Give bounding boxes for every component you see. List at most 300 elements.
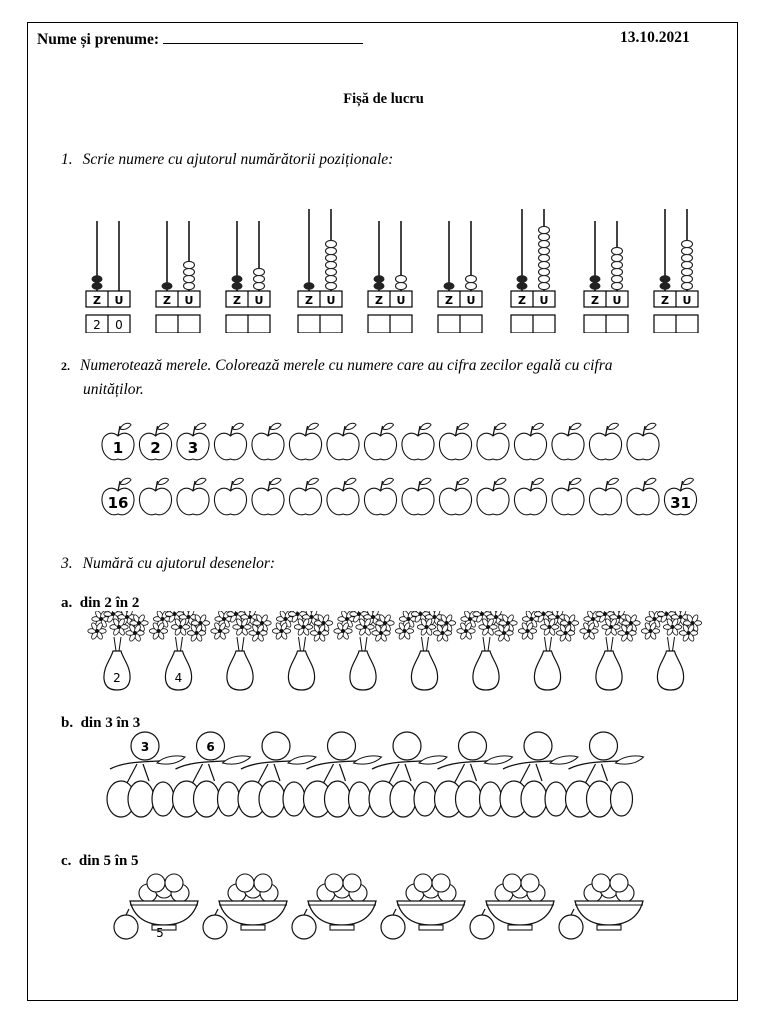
units-label: U [539,294,549,307]
tens-label: Z [93,294,101,307]
tens-bead [374,275,385,283]
task3a-label: a. [61,595,73,611]
units-label: U [682,294,692,307]
units-bead [396,282,407,289]
units-bead [682,275,693,282]
units-bead [326,268,337,275]
plum [194,781,220,817]
bowl-base [330,925,354,930]
units-bead [539,233,550,240]
task3-number: 3. [61,555,73,572]
apple [664,478,696,515]
apple-bowl [114,874,198,940]
units-bead [326,261,337,268]
vase-number: 4 [174,671,183,685]
flower-center [403,629,407,633]
abacus [156,221,200,333]
stem [611,637,613,651]
side-apple [203,915,227,939]
units-bead [682,254,693,261]
task1-number: 1. [61,151,73,168]
flower-center [433,615,437,619]
flower-center [179,625,183,629]
units-bead [612,254,623,261]
side-apple-stem [482,909,485,915]
tens-label: Z [661,294,669,307]
apple [289,478,321,515]
flower-center [310,615,314,619]
leaf [354,756,382,764]
units-bead [539,268,550,275]
apple-bowl [470,874,554,939]
task3-instruction [61,555,275,573]
plum [480,782,502,816]
plum [414,782,436,816]
side-apple [470,915,494,939]
plum [545,782,567,816]
units-bead [539,247,550,254]
apple-body [402,433,434,460]
apple-leaf [120,423,131,429]
units-bead [466,282,477,289]
plum [218,782,240,816]
apple-body [214,433,246,460]
flower-center [173,612,177,616]
apple [364,478,396,515]
flower-vase [272,611,332,690]
flower-vase [211,611,271,690]
apple [589,478,621,515]
tens-bead [660,275,671,283]
flower-center [480,612,484,616]
flower-center [161,617,165,621]
vase [534,651,560,690]
apple [514,423,546,460]
units-bead [184,268,195,275]
apple [627,478,659,515]
plum-stem [274,764,280,781]
flower-center [195,631,199,635]
apple [552,478,584,515]
flower-center [157,629,161,633]
apple-leaf [158,478,169,484]
stem [242,637,244,651]
apple [327,423,359,460]
leaf [485,756,513,764]
stem [422,637,424,651]
apple-body [514,488,546,515]
apple [177,423,209,460]
flower-center [407,617,411,621]
apple-body [514,433,546,460]
task2-text-line1: Numerotează merele. Colorează merele cu numere care au cifra zecilor egală cu cifra [80,357,613,374]
flower-vase [395,611,455,690]
leaf [550,756,578,764]
plum [521,781,547,817]
bowl-apple [521,874,539,892]
flower-center [468,617,472,621]
plum-number: 6 [206,740,215,754]
apple-number: 2 [150,439,161,457]
flower-center [363,625,367,629]
stem [606,637,608,651]
name-blank-line[interactable] [163,29,363,44]
apple-leaf [608,478,619,484]
leaf [223,756,251,764]
stem [114,637,116,651]
stem [299,637,301,651]
stem [119,637,121,651]
stem [550,637,552,651]
flower-center [296,612,300,616]
vase [288,651,314,690]
apple-leaf [195,478,206,484]
apple-number: 3 [187,439,199,457]
units-bead [396,275,407,282]
flower-center [222,617,226,621]
apple-leaf [608,423,619,429]
apple-leaf [345,423,356,429]
stem [304,637,306,651]
plum [611,782,633,816]
flower-center [240,625,244,629]
plum [325,781,351,817]
units-bead [539,226,550,233]
side-apple-stem [304,909,307,915]
side-apple-stem [215,909,218,915]
apple [139,478,171,515]
apple-leaf [195,423,206,429]
tens-bead [162,282,173,290]
units-bead [682,261,693,268]
vase [657,651,683,690]
apple [177,478,209,515]
task3b-label: b. [61,715,74,731]
flower-center [530,617,534,621]
flower-center [256,631,260,635]
apple-number: 16 [107,494,129,512]
flower-center [99,617,103,621]
plum-stem [586,764,596,783]
tens-bead [92,282,103,290]
units-bead [254,275,265,282]
apple-body [364,433,396,460]
flower-center [95,629,99,633]
plum [390,781,416,817]
units-bead [539,282,550,289]
flower-center [609,625,613,629]
apple [102,478,134,515]
task1-instruction [61,151,393,169]
leaf [288,756,316,764]
apple-leaf [345,478,356,484]
task1-text: Scrie numere cu ajutorul numărătorii poziționale: [82,151,394,168]
units-label: U [114,294,124,307]
task3c-label: c. [61,853,72,869]
flower-center [679,615,683,619]
bowl-apple [165,874,183,892]
bowl-base [597,925,621,930]
units-label: U [184,294,194,307]
flower-center [379,631,383,635]
units-bead [682,282,693,289]
tens-label: Z [305,294,313,307]
units-bead [612,275,623,282]
apple-body [477,488,509,515]
units-bead [682,247,693,254]
flower-vase [518,611,578,690]
units-bead [326,275,337,282]
units-bead [612,282,623,289]
apple-leaf [233,423,244,429]
flower-center [341,629,345,633]
number-circle [262,732,290,760]
flower-center [425,625,429,629]
leaf [616,756,644,764]
flower-center [494,615,498,619]
name-field-row [37,29,363,49]
stem [176,637,178,651]
plum-stem [258,764,268,783]
abacus [584,221,628,333]
units-bead [326,254,337,261]
plum-bunch [566,732,644,817]
apple [214,478,246,515]
abacus [438,221,482,333]
units-bead [682,268,693,275]
task3b-text: din 3 în 3 [80,715,141,731]
tens-label: Z [445,294,453,307]
side-apple [559,915,583,939]
stem [673,637,675,651]
apple-body [327,433,359,460]
apple [402,478,434,515]
leaf [157,756,185,764]
plum-stem [405,764,411,781]
flower-center [603,612,607,616]
flower-center [111,612,115,616]
bowl-base [241,925,265,930]
tens-label: Z [375,294,383,307]
plum [456,781,482,817]
flower-center [117,625,121,629]
apple-body [477,433,509,460]
bowl-apple [325,874,343,892]
vase [473,651,499,690]
apple-body [439,488,471,515]
units-bead [326,247,337,254]
apple [477,423,509,460]
side-apple-stem [571,909,574,915]
stem [181,637,183,651]
apple [102,423,134,460]
flower-center [591,617,595,621]
flower-center [687,631,691,635]
apple-bowl [559,874,643,939]
apple-leaf [420,478,431,484]
apple-leaf [570,478,581,484]
apple-leaf [383,423,394,429]
abacus [368,221,412,333]
bowl-apple [343,874,361,892]
flower-center [280,629,284,633]
apple-body [327,488,359,515]
apple-body [214,488,246,515]
vase [350,651,376,690]
units-bead [326,282,337,289]
apple-body [252,433,284,460]
apple-body [289,433,321,460]
units-bead [612,268,623,275]
apple-body [289,488,321,515]
flower-center [357,612,361,616]
flower-center [649,629,653,633]
flower-center [617,615,621,619]
task3a-heading [61,595,139,612]
tens-label: Z [163,294,171,307]
apple-leaf [270,423,281,429]
plum-stem [340,764,346,781]
worksheet-title: Fișă de lucru [343,91,424,107]
number-circle [590,732,618,760]
task2-instruction [61,354,741,401]
number-circle [393,732,421,760]
task3-text: Numără cu ajutorul desenelor: [82,555,276,572]
plum [349,782,371,816]
apple-bowl [203,874,287,939]
bowl-apple [503,874,521,892]
flower-center [502,631,506,635]
flower-vase [457,611,517,690]
apple-bowl [381,874,465,939]
units-bead [326,240,337,247]
apple [439,423,471,460]
apple-leaf [495,478,506,484]
units-label: U [466,294,476,307]
tens-bead [232,282,243,290]
units-bead [539,240,550,247]
apple [439,478,471,515]
flower-center [133,631,137,635]
date: 13.10.2021 [620,29,690,46]
units-bead [612,247,623,254]
vase [596,651,622,690]
abacus [86,221,130,333]
plum [283,782,305,816]
vase [411,651,437,690]
apple-leaf [233,478,244,484]
bowl-row [28,871,739,943]
apple-body [589,488,621,515]
abacus-row [28,173,739,333]
task3b-heading [61,715,140,732]
plum-stem [455,764,465,783]
units-bead [466,275,477,282]
apple-leaf [533,423,544,429]
tens-bead [517,275,528,283]
tens-bead [304,282,315,290]
apple-body [177,488,209,515]
apple-number: 31 [670,494,691,512]
apple-leaf [158,423,169,429]
plum [259,781,285,817]
answer-units: 0 [115,318,123,332]
apple-body [627,488,659,515]
tens-bead [232,275,243,283]
flower-center [665,612,669,616]
units-bead [682,240,693,247]
leaf [419,756,447,764]
flower-center [248,615,252,619]
plum [128,781,154,817]
apple-body [364,488,396,515]
apple [252,423,284,460]
tens-bead [92,275,103,283]
plum-stem [193,764,203,783]
flower-center [318,631,322,635]
apple-body [627,433,659,460]
apple-bowl [292,874,376,939]
apple-leaf [120,478,131,484]
stem [483,637,485,651]
apple-leaf [308,478,319,484]
units-label: U [612,294,622,307]
side-apple [381,915,405,939]
flower-vase [88,611,148,690]
flower-center [671,625,675,629]
plum-number: 3 [140,740,150,754]
apple-body [252,488,284,515]
apple-leaf [645,478,656,484]
stem [237,637,239,651]
flower-center [556,615,560,619]
bowl-apple [147,874,165,892]
plum-row [28,731,739,821]
units-bead [612,261,623,268]
task3a-text: din 2 în 2 [79,595,140,611]
apple [589,423,621,460]
vase-number: 2 [113,671,121,685]
apple-body [139,488,171,515]
plum-stem [143,764,149,781]
apple-leaf [533,478,544,484]
flower-vase [149,611,209,690]
plum-stem [389,764,399,783]
flower-center [542,612,546,616]
bowl-base [508,925,532,930]
number-circle [459,732,487,760]
flower-center [548,625,552,629]
flower-center [564,631,568,635]
bowl-apple [236,874,254,892]
number-circle [328,732,356,760]
units-bead [254,282,265,289]
units-bead [539,275,550,282]
flower-center [464,629,468,633]
flower-center [526,629,530,633]
flower-center [218,629,222,633]
apple-leaf [458,423,469,429]
tens-label: Z [233,294,241,307]
apple-body [589,433,621,460]
flower-center [625,631,629,635]
apple-leaf [420,423,431,429]
task2-number: 2. [61,359,70,373]
abacus [511,209,555,333]
plum-stem [324,764,334,783]
units-bead [184,275,195,282]
units-label: U [254,294,264,307]
